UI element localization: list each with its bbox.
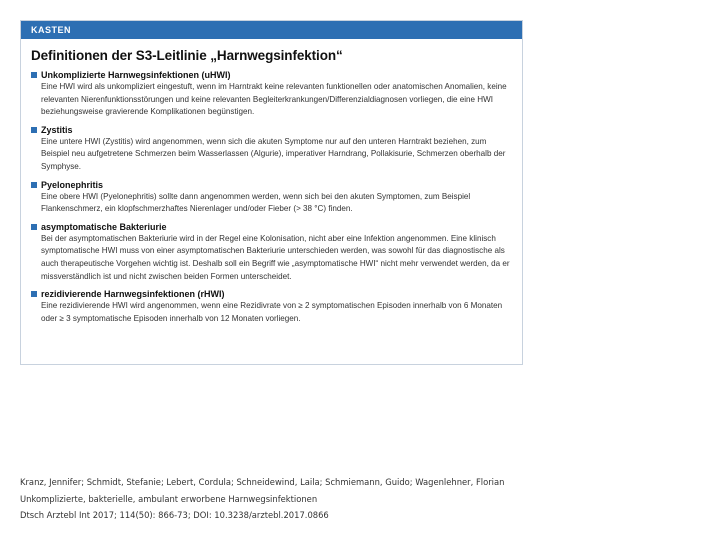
citation [20,474,504,524]
square-bullet-icon [31,224,37,230]
definition-heading: asymptomatische Bakteriurie [41,221,167,232]
square-bullet-icon [31,291,37,297]
box-header-label: KASTEN [21,21,522,39]
definition-entry [21,124,522,174]
citation-title: Unkomplizierte, bakterielle, ambulant erworbene Harnwegsinfektionen [20,493,318,504]
square-bullet-icon [31,72,37,78]
definition-text: Eine rezidivierende HWI wird angenommen, wenn eine Rezidivrate von ≥ 2 symptomatischen Episoden innerhalb von 6 Monaten oder ≥ 3 symptomatische Episoden innerhalb von 12 Monaten vorliegen. [41,301,503,323]
definition-text: Bei der asymptomatischen Bakteriurie wird in der Regel eine Kolonisation, nicht aber eine Infektion angenommen. Eine klinisch symptomatische HWI muss von einer asymptomatischen Bakteriurie unterschieden werden, was sowohl für das diagnostische als auch therapeutische Vorgehen wichtig ist. Deshalb soll ein Begriff wie „asymptomatische HWI“ nicht mehr verwendet werden, da er missverständlich ist und nicht zwischen beiden Formen unterscheidet. [41,233,510,281]
definition-text: Eine untere HWI (Zystitis) wird angenommen, wenn sich die akuten Symptome nur auf den unteren Harntrakt beziehen, zum Beispiel neu aufgetretene Schmerzen beim Wasserlassen (Algurie), imperativer Harndrang, Pollakisurie, Schmerzen oberhalb der Symphyse. [41,136,506,171]
definition-text: Eine HWI wird als unkompliziert eingestuft, wenn im Harntrakt keine relevanten funktionellen oder anatomischen Anomalien, keine relevanten Nierenfunktionsstörungen und keine relevanten Begleiterkrankungen/Differenzialdiagnosen vorliegen, die eine HWI beziehungsweise gravierende Komplikationen begünstigen. [41,82,507,117]
definition-heading: Zystitis [41,124,73,135]
definition-heading: rezidivierende Harnwegsinfektionen (rHWI) [41,289,225,300]
square-bullet-icon [31,182,37,188]
box-title: Definitionen der S3-Leitlinie „Harnwegsinfektion“ [31,48,343,63]
definition-heading: Unkomplizierte Harnwegsinfektionen (uHWI) [41,70,231,80]
definition-entry [21,179,522,216]
definition-entry [21,288,522,325]
square-bullet-icon [31,127,37,133]
info-box [20,20,523,365]
definition-entry [21,221,522,283]
definition-heading: Pyelonephritis [41,179,104,190]
definition-text: Eine obere HWI (Pyelonephritis) sollte dann angenommen werden, wenn sich bei den akuten Symptomen, zum Beispiel Flankenschmerz, ein klopfschmerzhaftes Nierenlager und/oder Fieber (> 38 °C) finden. [41,191,471,214]
definition-entry [21,69,522,119]
citation-authors: Kranz, Jennifer; Schmidt, Stefanie; Lebert, Cordula; Schneidewind, Laila; Schmiemann, Guido; Wagenlehner, Florian [20,477,505,487]
citation-source: Dtsch Arztebl Int 2017; 114(50): 866-73; DOI: 10.3238/arztebl.2017.0866 [20,510,329,520]
